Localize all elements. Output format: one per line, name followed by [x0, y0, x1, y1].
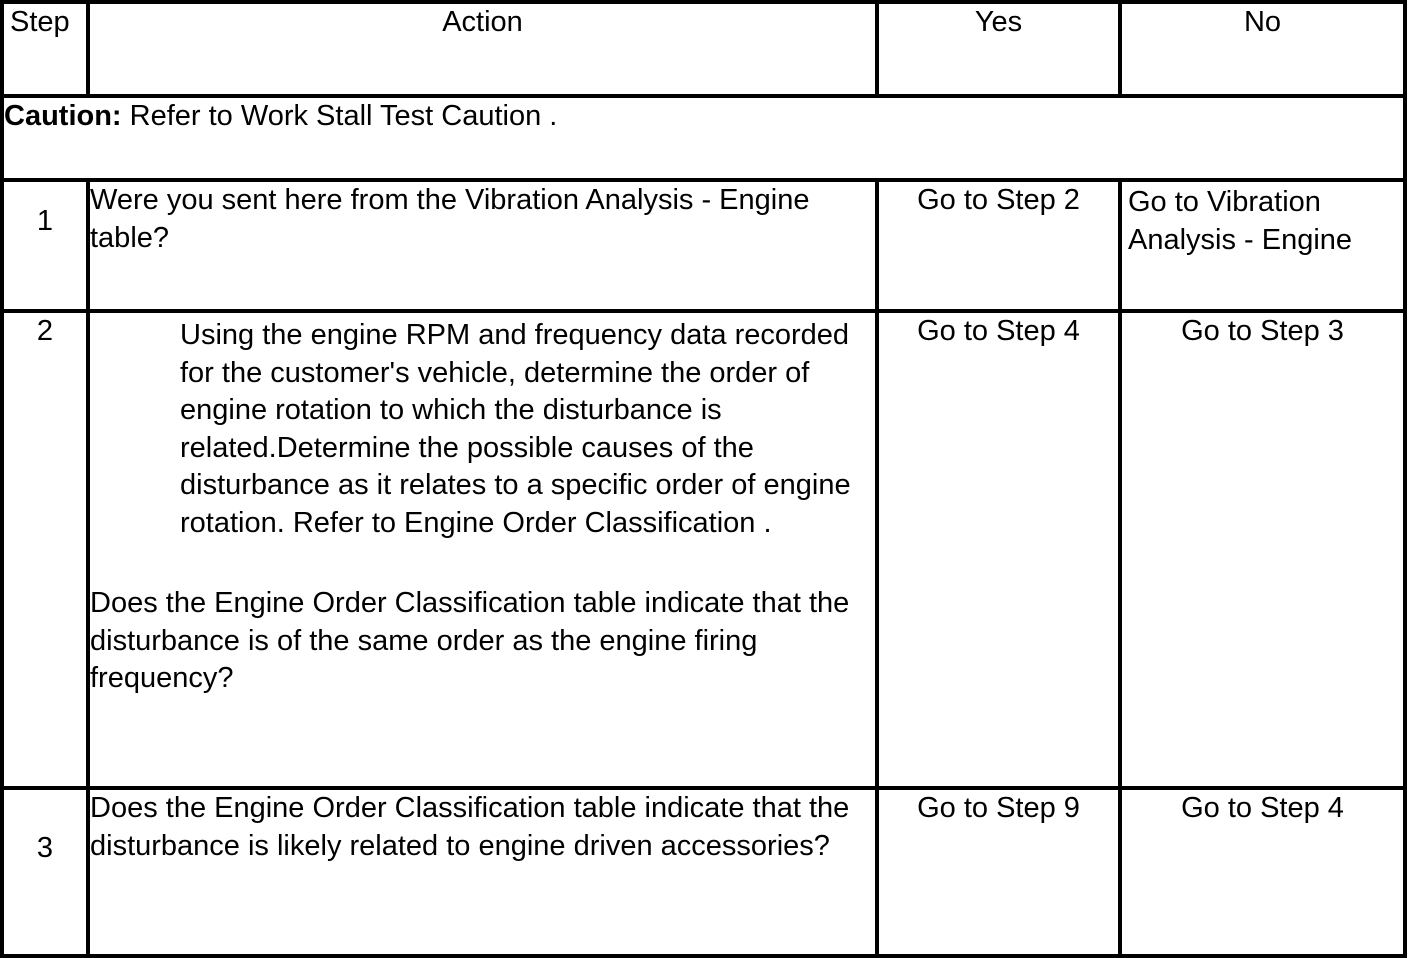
- header-row: [2, 2, 1405, 96]
- no-result: Go to Step 4: [1120, 788, 1405, 956]
- yes-result: Go to Step 9: [877, 788, 1120, 956]
- caution-text: Refer to Work Stall Test Caution .: [121, 100, 558, 132]
- action-cell: Were you sent here from the Vibration Analysis - Engine table?: [88, 180, 877, 311]
- header-action: Action: [88, 2, 877, 96]
- table-row: [2, 180, 1405, 311]
- yes-result: Go to Step 4: [877, 311, 1120, 788]
- caution-label: Caution:: [4, 100, 122, 132]
- caution-row: [2, 96, 1405, 180]
- caution-cell: [2, 96, 1405, 180]
- action-question: Does the Engine Order Classification table indicate that the disturbance is of the same order as the engine firing frequency?: [90, 587, 850, 694]
- header-step: Step: [2, 2, 88, 96]
- action-detail: Using the engine RPM and frequency data recorded for the customer's vehicle, determine the order of engine rotation to which the disturbance is related.Determine the possible causes of the disturbance as it relates to a specific order of engine rotation. Refer to Engine Order Classification .: [180, 319, 851, 539]
- table-row: [2, 788, 1405, 956]
- step-number: 1: [2, 180, 88, 311]
- action-cell: [88, 311, 877, 788]
- step-number: 2: [2, 311, 88, 788]
- no-result: Go to Step 3: [1120, 311, 1405, 788]
- table-row: [2, 311, 1405, 788]
- step-number: 3: [2, 788, 88, 956]
- yes-result: Go to Step 2: [877, 180, 1120, 311]
- action-cell: Does the Engine Order Classification table indicate that the disturbance is likely related to engine driven accessories?: [88, 788, 877, 956]
- no-result: Go to Vibration Analysis - Engine: [1120, 180, 1405, 311]
- header-yes: Yes: [877, 2, 1120, 96]
- header-no: No: [1120, 2, 1405, 96]
